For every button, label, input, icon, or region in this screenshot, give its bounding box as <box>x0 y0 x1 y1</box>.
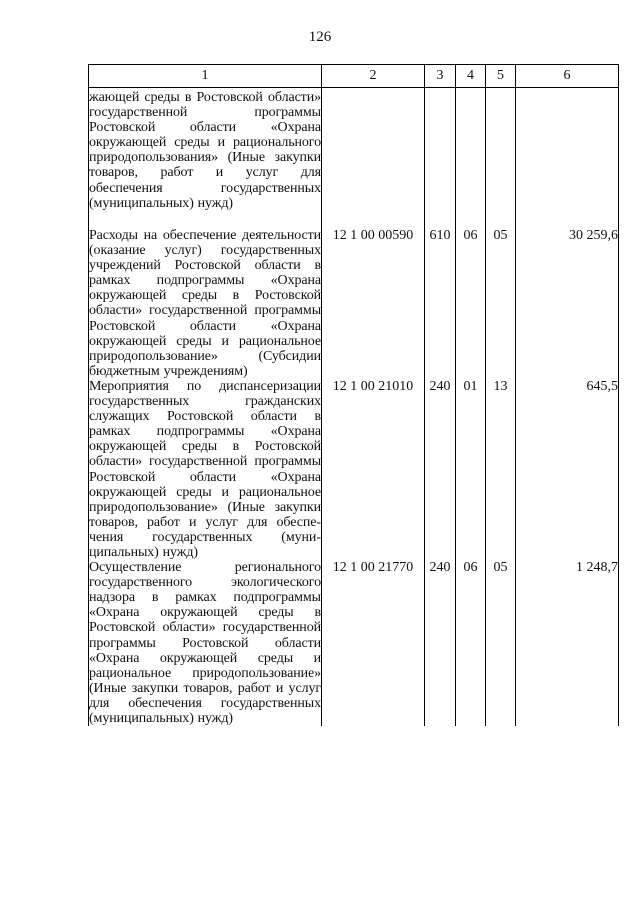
row-subsection: 05 <box>486 560 516 726</box>
column-header-5: 5 <box>486 65 516 88</box>
row-expense-type: 240 <box>425 560 456 726</box>
column-header-2: 2 <box>322 65 425 88</box>
column-header-4: 4 <box>456 65 486 88</box>
row-expense-type: 240 <box>425 379 456 560</box>
row-target-code <box>322 88 425 229</box>
column-header-6: 6 <box>516 65 619 88</box>
row-section: 01 <box>456 379 486 560</box>
column-header-3: 3 <box>425 65 456 88</box>
row-description: жающей среды в Ростовской области» государственной программы Ростовской области «Охрана окружающей среды и рационального природопользования» (Иные закупки товаров, работ и услуг для обеспечения государственных (муниципальных) нужд) <box>89 88 322 229</box>
row-amount <box>516 88 619 229</box>
row-amount: 1 248,7 <box>516 560 619 726</box>
row-subsection: 13 <box>486 379 516 560</box>
table-row <box>89 560 619 726</box>
row-section: 06 <box>456 228 486 379</box>
table-header-row <box>89 65 619 88</box>
row-target-code: 12 1 00 21010 <box>322 379 425 560</box>
row-expense-type <box>425 88 456 229</box>
row-target-code: 12 1 00 00590 <box>322 228 425 379</box>
row-section <box>456 88 486 229</box>
page-number: 126 <box>308 29 332 45</box>
table-row <box>89 379 619 560</box>
row-description: Мероприятия по диспансеризaции государственных гражданских служащих Ростовской области в рамках подпрограммы «Охрана окружающей среды в Ростовской области» государственной программы Ростовской области «Охрана окружающей среды и рациональное природопользование» (Иные закупки товаров, работ и услуг для обеспечения государственных (муниципальных) нужд) <box>89 378 321 560</box>
row-amount: 645,5 <box>516 379 619 560</box>
table-row <box>89 228 619 379</box>
row-target-code: 12 1 00 21770 <box>322 560 425 726</box>
row-expense-type: 610 <box>425 228 456 379</box>
table-row <box>89 88 619 229</box>
budget-table <box>88 64 619 726</box>
column-header-1: 1 <box>89 65 322 88</box>
row-description: Осуществление регионального государственного экологического надзора в рамках подпрограммы «Охрана окружающей среды в Ростовской области» государственной программы Ростовской области «Охрана окружающей среды и рациональное природопользование» (Иные закупки товаров, работ и услуг для обеспечения государственных (муниципальных) нужд) <box>89 560 321 726</box>
row-section: 06 <box>456 560 486 726</box>
row-subsection: 05 <box>486 228 516 379</box>
row-subsection <box>486 88 516 229</box>
row-amount: 30 259,6 <box>516 228 619 379</box>
row-description: Расходы на обеспечение деятельности (оказание услуг) государственных учреждений Ростовской области в рамках подпрограммы «Охрана окружающей среды в Ростовской области» государственной программы Ростовской области «Охрана окружающей среды и рациональное природопользование» (Субсидии бюджетным учреждениям) <box>89 228 321 379</box>
